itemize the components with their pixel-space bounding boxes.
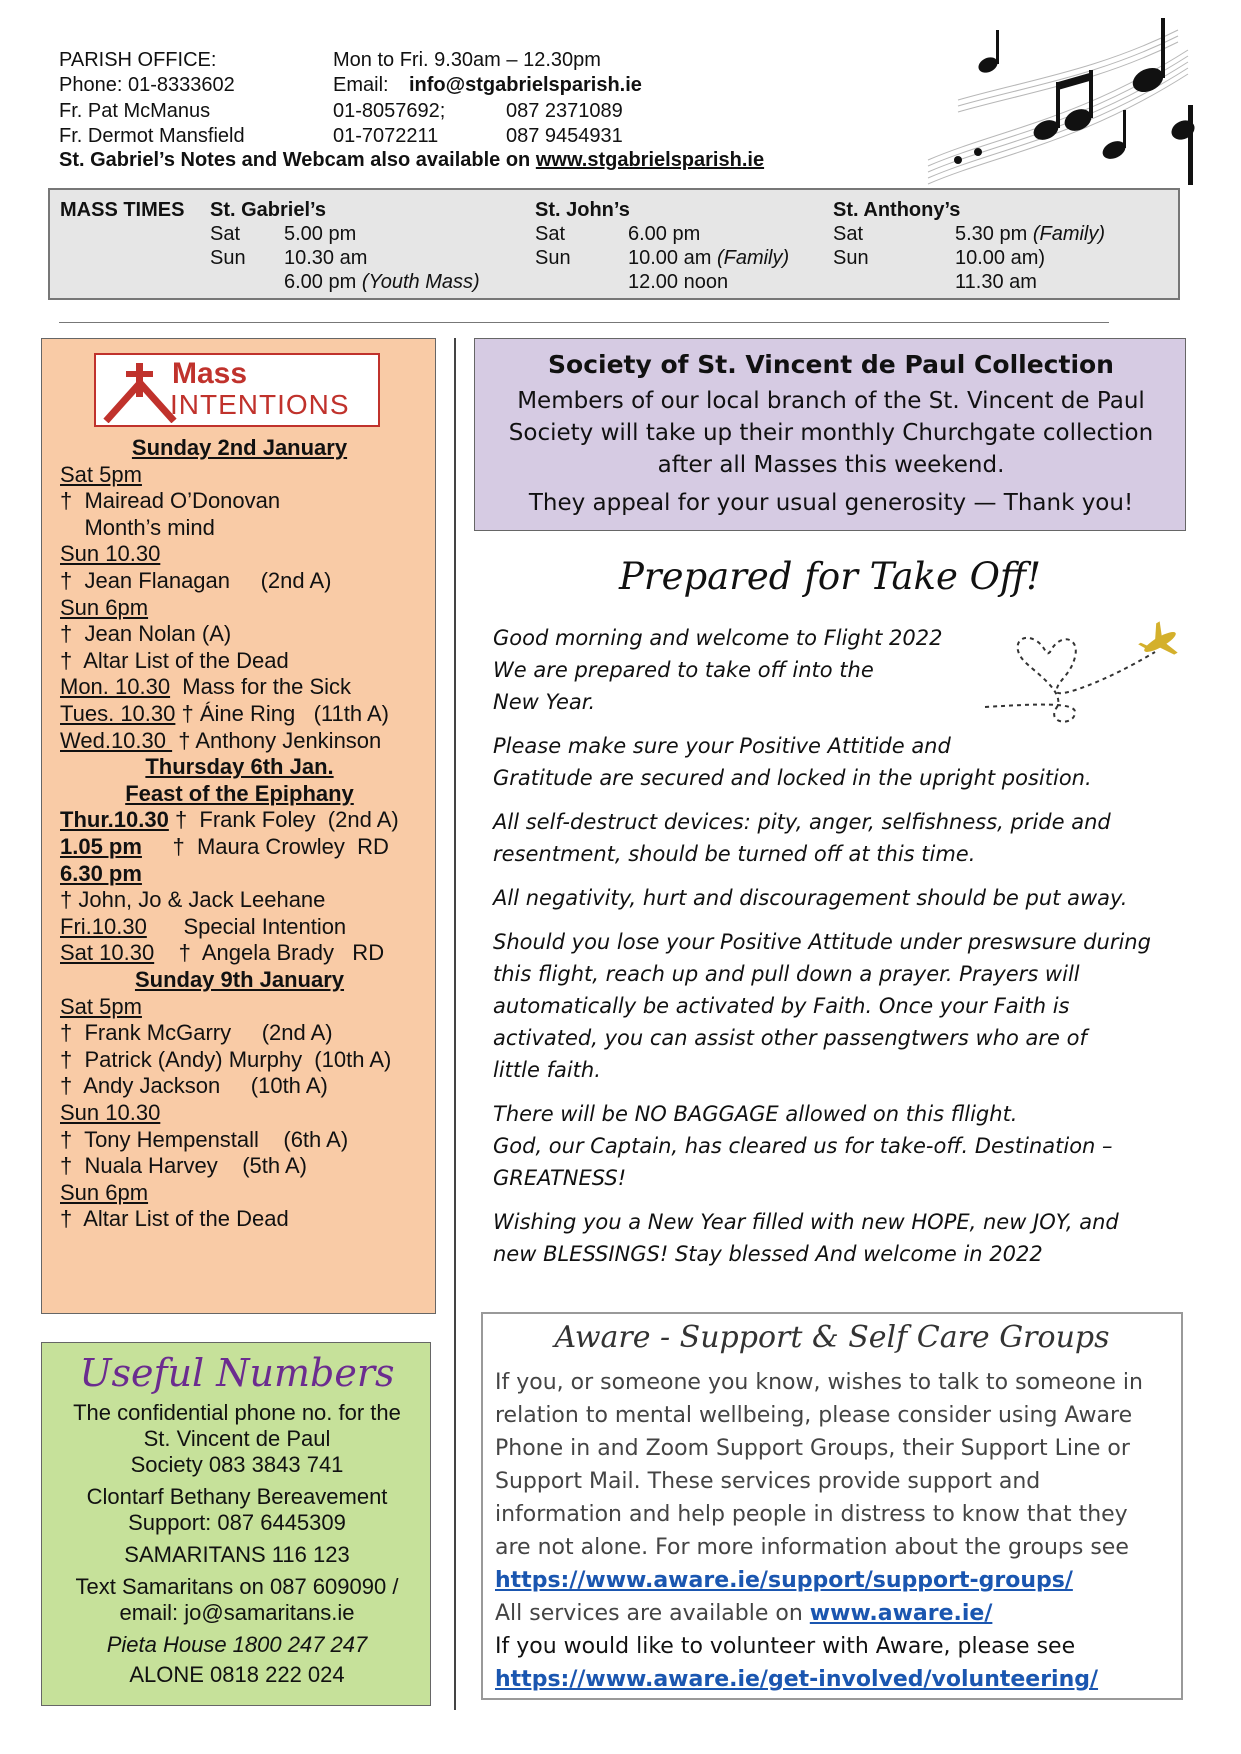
intention-day-heading: [42, 435, 437, 461]
takeoff-line: Good morning and welcome to Flight 2022: [493, 626, 943, 650]
takeoff-line: We are prepared to take off into the: [493, 658, 874, 682]
aware-line: If you, or someone you know, wishes to talk to someone in: [495, 1370, 1143, 1395]
section-divider: [59, 322, 1109, 323]
takeoff-line: Gratitude are secured and locked in the upright position.: [493, 766, 1092, 790]
useful-numbers-title: Useful Numbers: [79, 1351, 395, 1395]
mass-time: [628, 246, 789, 270]
intention-text: Feast of the Epiphany: [125, 780, 354, 806]
intention-text: Wed.10.30: [60, 727, 173, 753]
useful-number-line: The confidential phone no. for the: [73, 1400, 401, 1425]
intention-row: [60, 541, 160, 567]
mass-day: Sat: [210, 223, 241, 245]
useful-number-line: email: jo@samaritans.ie: [119, 1600, 355, 1625]
mass-time-value: 10.00 am: [628, 247, 712, 269]
useful-number-line: St. Vincent de Paul: [143, 1426, 331, 1451]
useful-number-line: ALONE 0818 222 024: [129, 1662, 345, 1687]
useful-number-line: Pieta House 1800 247 247: [106, 1632, 368, 1657]
column-divider: [454, 338, 456, 1710]
svdp-thanks-text: They appeal for your usual generosity — Thank you!: [528, 490, 1134, 516]
priest2-phone1: 01-7072211: [333, 125, 439, 147]
takeoff-line: GREATNESS!: [493, 1166, 627, 1190]
intention-text: Sat 5pm: [60, 461, 142, 487]
intention-row: [60, 595, 148, 621]
email-label: Email:: [333, 74, 389, 96]
intention-row: [60, 1020, 333, 1046]
mass-day: Sat: [833, 223, 864, 245]
aware-services-line: [495, 1597, 992, 1630]
takeoff-line: automatically be activated by Faith. Once your Faith is: [493, 994, 1070, 1018]
mass-time-value: 5.30 pm: [955, 223, 1028, 245]
takeoff-line: resentment, should be turned off at this time.: [493, 842, 976, 866]
logo-mass-text: Mass: [172, 357, 248, 390]
intention-text: Sun 6pm: [60, 1179, 149, 1205]
mass-time: 10.00 am): [955, 247, 1046, 269]
intention-detail: † Áine Ring (11th A): [175, 701, 389, 726]
intention-text: † John, Jo & Jack Leehane: [60, 887, 326, 913]
mass-day: Sat: [535, 223, 566, 245]
intention-row: [60, 1180, 148, 1206]
intention-row: [60, 648, 289, 674]
priest1-phone1: 01-8057692;: [333, 100, 446, 122]
intention-text: Sunday 9th January: [134, 967, 345, 992]
intention-text: Sunday 2nd January: [131, 435, 348, 460]
intention-text: † Jean Flanagan (2nd A): [60, 568, 332, 593]
takeoff-line: Should you lose your Positive Attitude under preswsure during: [493, 930, 1151, 954]
intention-text: † Jean Nolan (A): [60, 621, 232, 647]
intention-row: [60, 887, 325, 913]
takeoff-line: New Year.: [493, 690, 596, 714]
aware-support-groups-link[interactable]: https://www.aware.ie/support/support-groups/: [495, 1568, 1073, 1593]
mass-note: (Family): [716, 247, 790, 269]
intention-text: † Patrick (Andy) Murphy (10th A): [60, 1046, 392, 1072]
priest1-phone2: 087 2371089: [506, 100, 623, 122]
website-link[interactable]: www.stgabrielsparish.ie: [535, 149, 765, 171]
church-name: St. Gabriel’s: [210, 199, 326, 221]
mass-time: [284, 270, 480, 294]
logo-intentions-text: INTENTIONS: [170, 389, 350, 420]
intention-row: [60, 1047, 391, 1073]
intention-text: Mon. 10.30: [60, 674, 171, 700]
svdp-line: Members of our local branch of the St. Vincent de Paul: [517, 388, 1145, 414]
takeoff-line: God, our Captain, has cleared us for take-off. Destination –: [493, 1134, 1113, 1158]
intention-detail: † Maura Crowley RD: [141, 834, 389, 859]
mass-intentions-box: [41, 338, 436, 1314]
intention-text: Sat 10.30: [60, 940, 155, 966]
intention-detail: † Frank Foley (2nd A): [168, 807, 399, 833]
aware-link-line: [495, 1564, 1073, 1597]
church-name: St. Anthony’s: [833, 199, 961, 221]
intention-row: [60, 515, 215, 541]
music-notes-image: [918, 10, 1198, 190]
mass-time: 12.00 noon: [628, 271, 729, 293]
intention-row: [60, 807, 399, 833]
intention-text: Fri.10.30: [60, 913, 147, 939]
intention-row: [60, 1100, 160, 1126]
intention-row: [60, 621, 231, 647]
aware-line: relation to mental wellbeing, please consider using Aware: [495, 1403, 1133, 1428]
aware-line: are not alone. For more information about the groups see: [495, 1535, 1129, 1560]
church-name: St. John’s: [535, 199, 630, 221]
mass-time: [955, 222, 1105, 246]
intention-text: † Andy Jackson (10th A): [60, 1073, 328, 1099]
mass-day: Sun: [210, 247, 246, 269]
svdp-thanks: [475, 487, 1187, 519]
intention-text: 1.05 pm: [60, 834, 142, 859]
aware-services-text: All services are available on: [495, 1601, 803, 1626]
intention-detail: † Angela Brady RD: [154, 940, 385, 966]
intention-text: 6.30 pm: [60, 860, 142, 886]
mass-day: Sun: [833, 247, 869, 269]
takeoff-line: little faith.: [493, 1058, 601, 1082]
useful-number-line: Clontarf Bethany Bereavement: [86, 1484, 388, 1509]
useful-number-line: SAMARITANS 116 123: [124, 1542, 350, 1567]
webcam-text: St. Gabriel’s Notes and Webcam also available on: [59, 149, 531, 171]
svdp-title: Society of St. Vincent de Paul Collection: [548, 350, 1114, 379]
takeoff-line: All self-destruct devices: pity, anger, selfishness, pride and: [493, 810, 1111, 834]
intention-text: Thur.10.30: [60, 807, 169, 833]
parish-office-label: PARISH OFFICE:: [59, 49, 217, 71]
intention-text: † Nuala Harvey (5th A): [60, 1153, 307, 1179]
takeoff-line: All negativity, hurt and discouragement should be put away.: [493, 886, 1128, 910]
svdp-collection-box: [474, 338, 1186, 531]
intention-text: † Altar List of the Dead: [60, 1206, 289, 1232]
useful-numbers-box: [41, 1342, 431, 1706]
mass-times-label: MASS TIMES: [60, 199, 185, 221]
aware-volunteer-line: [495, 1663, 1098, 1696]
intention-text: Month’s mind: [60, 514, 215, 540]
mass-time-value: 6.00 pm: [284, 271, 357, 293]
intention-row: [60, 994, 142, 1020]
mass-note: (Youth Mass): [361, 271, 480, 293]
intention-detail: Mass for the Sick: [170, 674, 352, 700]
priest2-phone2: 087 9454931: [506, 125, 623, 147]
intention-text: † Frank McGarry (2nd A): [60, 1020, 333, 1046]
intention-text: Sat 5pm: [60, 993, 142, 1019]
mass-time: 10.30 am: [284, 247, 368, 269]
aware-home-link[interactable]: www.aware.ie/: [809, 1601, 993, 1626]
intention-detail: Special Intention: [146, 913, 347, 939]
takeoff-line: Wishing you a New Year filled with new HOPE, new JOY, and: [493, 1210, 1119, 1234]
intention-row: [60, 861, 142, 887]
webcam-notice: [59, 148, 764, 173]
intention-row: [60, 568, 332, 594]
intention-row: [60, 1206, 289, 1232]
intention-day-heading: [42, 754, 437, 780]
priest1-name: Fr. Pat McManus: [59, 100, 211, 122]
mass-times-box: [48, 188, 1180, 300]
takeoff-title: Prepared for Take Off!: [618, 555, 1042, 598]
office-hours: Mon to Fri. 9.30am – 12.30pm: [333, 49, 601, 71]
mass-time: 5.00 pm: [284, 223, 357, 245]
takeoff-line: activated, you can assist other passengtwers who are of: [493, 1026, 1087, 1050]
svdp-line: Society will take up their monthly Churchgate collection: [508, 420, 1154, 446]
intention-row: [60, 462, 142, 488]
useful-number-line: Society 083 3843 741: [130, 1452, 344, 1477]
useful-number-line: Support: 087 6445309: [128, 1510, 346, 1535]
intention-detail: † Anthony Jenkinson: [172, 727, 382, 753]
intention-text: † Mairead O’Donovan: [60, 488, 281, 514]
intention-row: [60, 674, 351, 700]
aware-line: information and help people in distress to know that they: [495, 1502, 1128, 1527]
mass-note: (Family): [1032, 223, 1106, 245]
intention-text: Sun 10.30: [60, 541, 161, 567]
mass-time: 6.00 pm: [628, 223, 701, 245]
takeoff-line: this flight, reach up and pull down a prayer. Prayers will: [493, 962, 1080, 986]
intention-text: † Altar List of the Dead: [60, 647, 289, 673]
intention-text: Sun 10.30: [60, 1100, 161, 1125]
aware-line: Phone in and Zoom Support Groups, their Support Line or: [495, 1436, 1130, 1461]
heart-airplane-image: [975, 612, 1185, 742]
takeoff-line: new BLESSINGS! Stay blessed And welcome in 2022: [493, 1242, 1043, 1266]
intention-row: [60, 834, 389, 860]
priest2-name: Fr. Dermot Mansfield: [59, 125, 245, 147]
mass-intentions-logo: [94, 353, 380, 427]
intention-row: [60, 701, 389, 727]
intention-day-heading: [42, 967, 437, 993]
aware-title: Aware - Support & Self Care Groups: [554, 1320, 1110, 1355]
aware-box: [481, 1312, 1183, 1700]
mass-time: 11.30 am: [955, 271, 1037, 293]
aware-volunteering-link[interactable]: https://www.aware.ie/get-involved/volunteering/: [495, 1667, 1099, 1692]
intention-row: [60, 914, 346, 940]
parish-phone: Phone: 01-8333602: [59, 74, 235, 96]
intention-row: [60, 940, 384, 966]
intention-text: Tues. 10.30: [60, 701, 176, 726]
intention-text: Sun 6pm: [60, 594, 149, 620]
intention-text: Thursday 6th Jan.: [145, 754, 334, 780]
takeoff-line: There will be NO BAGGAGE allowed on this fllight.: [493, 1102, 1018, 1126]
aware-line: Support Mail. These services provide support and: [495, 1469, 1041, 1494]
intention-row: [60, 1153, 307, 1179]
intention-row: [60, 1127, 348, 1153]
intention-row: [60, 728, 381, 754]
intention-row: [60, 1073, 328, 1099]
mass-day: Sun: [535, 247, 571, 269]
intention-text: † Tony Hempenstall (6th A): [60, 1126, 349, 1152]
intention-day-heading: [42, 781, 437, 807]
useful-number-line: Text Samaritans on 087 609090 /: [75, 1574, 399, 1599]
parish-email[interactable]: info@stgabrielsparish.ie: [409, 74, 642, 96]
intention-row: [60, 488, 280, 514]
church-roof-icon: [100, 361, 180, 423]
takeoff-line: Please make sure your Positive Attitide and: [493, 734, 951, 758]
aware-volunteer-text: If you would like to volunteer with Aware, please see: [495, 1634, 1076, 1659]
svdp-line: after all Masses this weekend.: [657, 452, 1005, 478]
